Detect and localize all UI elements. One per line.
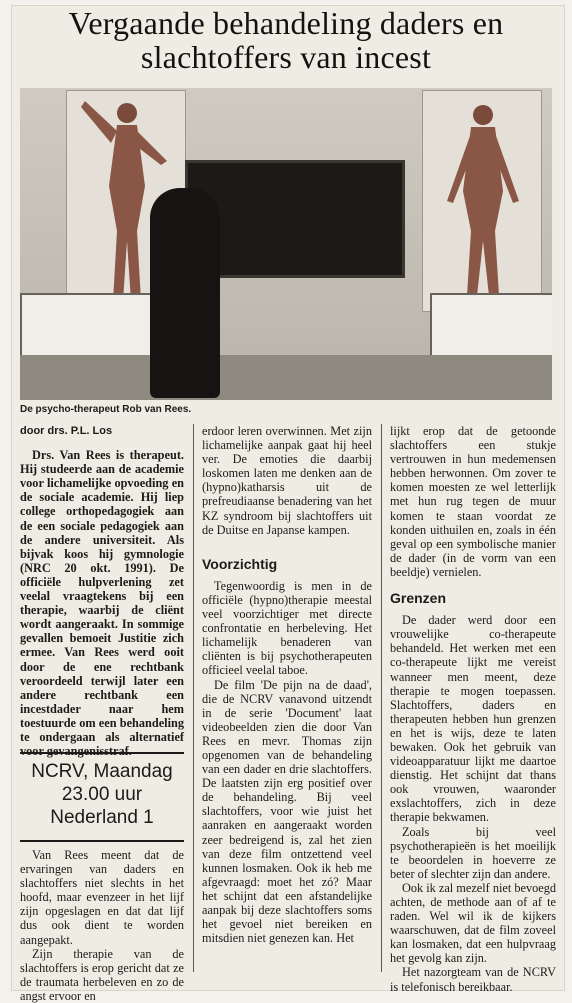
column-rule-1 (193, 424, 194, 972)
article-photo (20, 88, 552, 400)
broadcast-line-1: NCRV, Maandag (31, 761, 173, 782)
paragraph: Zoals bij veel psychotherapieën is het moeilijk te beoordelen in hoeverre ze beter of slechter zijn dan andere. (390, 824, 556, 881)
paragraph: Ook ik zal mezelf niet bevoegd achten, de methode aan of af te raden. Wel wil ik de kijkers waarschuwen, dat de film zoveel kan losmaken, dat een hulpvraag het gevolg kan zijn. (390, 880, 556, 966)
paragraph: Het nazorgteam van de NCRV is telefonisch bereikbaar. (390, 965, 556, 994)
photo-floor (20, 355, 552, 400)
broadcast-line-2: 23.00 uur (61, 784, 143, 805)
anatomy-poster-right (422, 90, 542, 312)
subhead-voorzichtig: Voorzichtig (202, 555, 278, 572)
column-1-bottom (20, 848, 184, 1003)
column-1 (20, 424, 184, 758)
column-2 (202, 424, 372, 945)
broadcast-box (20, 752, 184, 842)
paragraph: De dader werd door een vrouwelijke co-therapeute behandeld. Het werken met een co-therapeute lijkt me vereist wanneer men meent, deze therapie te mogen toepassen. Slachtoffers, daders en therapeuten hebben hun grenzen en het is wijs, deze te laten bewaken. Ook het gebruik van videoapparatuur lijkt me daartoe dienstig. Het schijnt dat thans ook vrouwen, waaronder exslachtoffers, zich in deze therapie bekwamen. (390, 613, 556, 825)
column-rule-2 (381, 424, 382, 972)
paragraph: Zijn therapie van de slachtoffers is erop gericht dat ze de traumata herbeleven en zo de angst ervoor en (20, 946, 184, 1003)
paragraph: Tegenwoordig is men in de officiële (hypno)therapie meestal veel voorzichtiger met directe confrontatie en herbeleving. Het lichamelijk benaderen van cliënten is bij psychotherapeuten officieel veelal taboe. (202, 578, 372, 678)
paragraph: erdoor leren overwinnen. Met zijn lichamelijke aanpak gaat hij heel ver. De emoties die daarbij loskomen laten me denken aan de (hypno)katharsis uit de prefreudiaanse benadering van het KZ syndroom bij slachtoffers uit de Duitse en Japanse kampen. (202, 424, 372, 537)
paragraph: Van Rees meent dat de ervaringen van daders en slachtoffers niet slechts in het hoofd, maar evenzeer in het lijf zijn opgeslagen en dat dat lijf dus ook dient te worden aangepakt. (20, 848, 184, 947)
therapist-figure (150, 188, 220, 398)
headline: Vergaande behandeling daders en slachtoffers van incest (68, 5, 504, 75)
paragraph: lijkt erop dat de getoonde slachtoffers een stukje vertrouwen in hun medemensen hebben herwonnen. Om zover te komen moesten ze wel letterlijk met hun rug tegen de muur komen te staan voordat ze konden uithuilen en, zoals in één geval op een symbolische manier de dader (in de vorm van een beeldje) vernielen. (390, 424, 556, 579)
intro-paragraph: Drs. Van Rees is therapeut. Hij studeerde aan de academie voor lichamelijke opvoeding en de sociale academie. Hij liep college orthopedagogiek aan de een sociale pedagogiek aan de andere universiteit. Als bijvak koos hij gymnologie (NRC 20 okt. 1991). De officiële hulpverlening zet veelal vraagtekens bij een therapie, waarbij de cliënt wordt aangeraakt. In sommige gevallen bemoeit Justitie zich ermee. Van Rees werd ooit door de ene rechtbank veroordeeld terwijl later een andere rechtbank een incestdader naar hem toestuurde om een behandeling te ondergaan als alternatief voor gevangenisstraf. (20, 448, 184, 759)
column-3 (390, 424, 556, 994)
subhead-grenzen: Grenzen (390, 590, 447, 607)
broadcast-line-3: Nederland 1 (50, 807, 154, 828)
byline: door drs. P.L. Los (20, 425, 113, 437)
paragraph: De film 'De pijn na de daad', die de NCRV vanavond uitzendt in de serie 'Document' laat videobeelden zien die door Van Rees en mevr. Thomas zijn opgenomen van de behandeling van een dader en drie slachtoffers. De laatsten zijn erg positief over de behandeling. Bij veel slachtoffers, voor wie juist het aanraken en aangeraakt worden zeer bedreigend is, zal het zien van deze film ontzettend veel kunnen losmaken. Ook ik heb me afgevraagd: moet het zó? Maar het schijnt dat een afstandelijke aanpak bij deze slachtoffers soms het gevoel niet bereiken en mitsdien niet genezen kan. Het (202, 677, 372, 946)
photo-caption: De psycho-therapeut Rob van Rees. (20, 404, 192, 415)
